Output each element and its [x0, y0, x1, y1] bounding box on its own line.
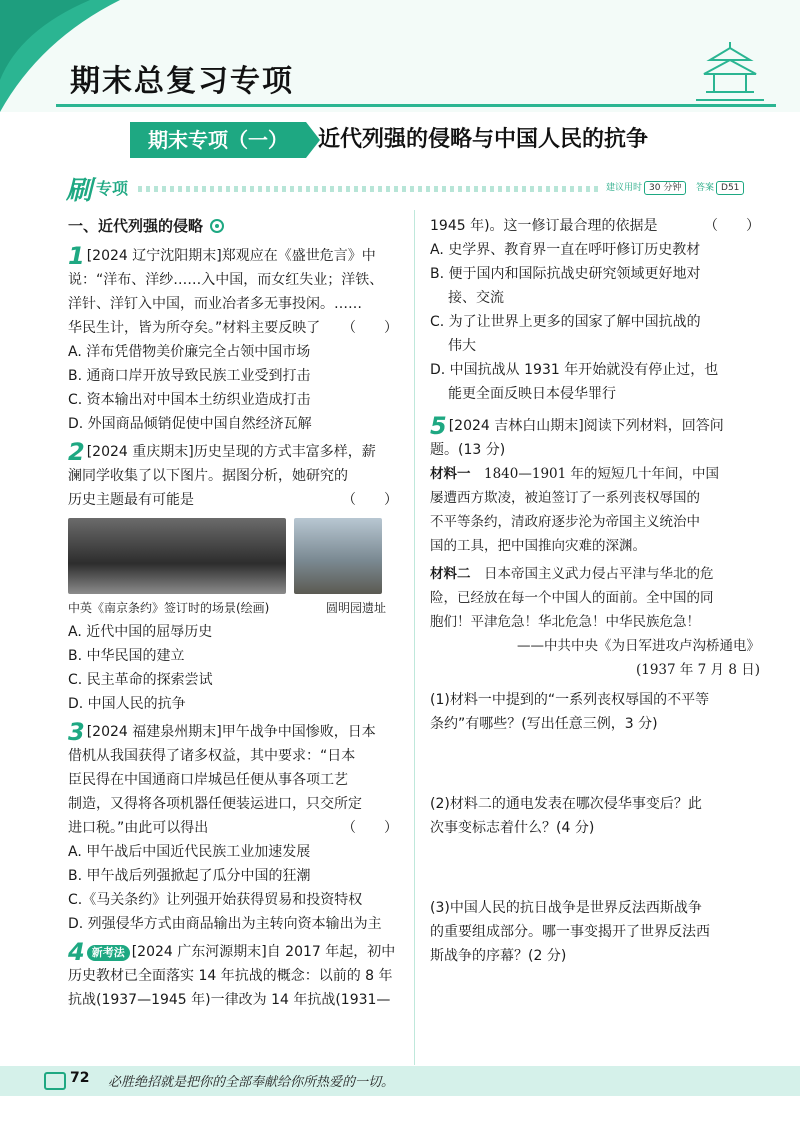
question-text: [2024 广东河源期末]自 2017 年起，初中 [131, 944, 396, 960]
time-info [606, 180, 686, 193]
material-two [430, 562, 760, 682]
option-c[interactable]: C. 民主革命的探索尝试 [68, 672, 213, 688]
material-text: 日本帝国主义武力侵占平津与华北的危 [470, 566, 714, 582]
option-c[interactable]: C. 资本输出对中国本土纺织业造成打击 [68, 392, 311, 408]
answer-label: 答案 [696, 183, 715, 193]
material-text: 不平等条约，清政府逐步沦为帝国主义统治中 [430, 514, 700, 530]
question-text: 借机从我国获得了诸多权益，其中要求：“日本 [68, 748, 356, 764]
question-number: 2 [68, 438, 85, 466]
section-label: 期末专项（一） [130, 122, 306, 158]
question-text: 臣民得在中国通商口岸城邑任便从事各项工艺 [68, 772, 348, 788]
answer-page: D51 [716, 181, 744, 195]
question-text: 华民生计，皆为所夺矣。”材料主要反映了 [68, 320, 321, 336]
answer-blank[interactable]: （ ） [342, 820, 398, 836]
question-text: [2024 辽宁沈阳期末]郑观应在《盛世危言》中 [86, 248, 376, 264]
option-a[interactable]: A. 甲午战后中国近代民族工业加速发展 [68, 844, 311, 860]
column-divider [414, 210, 415, 1065]
question-text: 说：“洋布、洋纱……入中国，而女红失业；洋铁、 [68, 272, 384, 288]
time-value: 30 分钟 [644, 181, 686, 195]
question-text: [2024 重庆期末]历史呈现的方式丰富多样，薪 [86, 444, 376, 460]
question-text: 题。(13 分) [430, 442, 506, 458]
option-a[interactable]: A. 史学界、教育界一直在呼吁修订历史教材 [430, 242, 701, 258]
section-heading [68, 214, 398, 238]
sub-question-text: 的重要组成部分。哪一事变揭开了世界反法西 [430, 924, 710, 940]
question-text: 抗战(1937—1945 年)一律改为 14 年抗战(1931— [68, 992, 391, 1008]
material-text: 国的工具，把中国推向灾难的深渊。 [430, 538, 646, 554]
option-d[interactable]: D. 中国人民的抗争 [68, 696, 186, 712]
answer-info [696, 180, 744, 193]
sub-question-3 [430, 896, 760, 968]
brush-logo: 刷 [66, 176, 93, 206]
section-heading-text: 一、近代列强的侵略 [68, 217, 204, 235]
option-c[interactable]: C. 为了让世界上更多的国家了解中国抗战的 [430, 314, 701, 330]
right-column [430, 214, 760, 968]
question-text: [2024 吉林白山期末]阅读下列材料，回答问 [448, 418, 724, 434]
brush-subtitle: 专项 [96, 179, 129, 198]
sub-question-text: 条约”有哪些？(写出任意三例，3 分) [430, 716, 658, 732]
option-b[interactable]: B. 中华民国的建立 [68, 648, 185, 664]
option-b[interactable]: B. 甲午战后列强掀起了瓜分中国的狂潮 [68, 868, 311, 884]
option-c-cont: 伟大 [448, 338, 476, 354]
question-text: 历史主题最有可能是 [68, 492, 194, 508]
question-text: 制造，又得将各项机器任便装运进口，只交所定 [68, 796, 362, 812]
material-one [430, 462, 760, 558]
question-3 [68, 720, 398, 936]
treaty-painting-image [68, 518, 286, 594]
sub-question-2 [430, 792, 760, 840]
option-b[interactable]: B. 便于国内和国际抗战史研究领域更好地对 [430, 266, 701, 282]
sub-question-text: (1)材料一中提到的“一系列丧权辱国的不平等 [430, 692, 710, 708]
image-caption: 中英《南京条约》签订时的场景(绘画) [68, 601, 270, 615]
material-label: 材料一 [430, 466, 471, 482]
question-text: 历史教材已全面落实 14 年抗战的概念：以前的 8 年 [68, 968, 393, 984]
question-4 [68, 940, 398, 1012]
section-title: 近代列强的侵略与中国人民的抗争 [318, 127, 649, 152]
caption-row [68, 596, 386, 620]
material-text: 屡遭西方欺凌，被迫签订了一系列丧权辱国的 [430, 490, 700, 506]
left-column [68, 214, 398, 1012]
material-text: 险，已经放在每一个中国人的面前。全中国的同 [430, 590, 714, 606]
answer-blank[interactable]: （ ） [342, 320, 398, 336]
sub-question-text: (2)材料二的通电发表在哪次侵华事变后？此 [430, 796, 702, 812]
question-2 [68, 440, 398, 716]
question-number: 1 [68, 242, 85, 270]
material-source: ——中共中央《为日军进攻卢沟桥通电》 [517, 638, 760, 654]
question-text: 1945 年)。这一修订最合理的依据是 [430, 218, 658, 234]
material-text: 1840—1901 年的短短几十年间，中国 [470, 466, 720, 482]
question-5 [430, 414, 760, 968]
question-4-continued [430, 214, 760, 406]
question-text: 澜同学收集了以下图片。据图分析，她研究的 [68, 468, 348, 484]
page-number: 72 [70, 1070, 90, 1086]
answer-blank[interactable]: （ ） [342, 492, 398, 508]
sub-question-text: 次事变标志着什么？(4 分) [430, 820, 595, 836]
material-date: (1937 年 7 月 8 日) [635, 662, 760, 678]
material-label: 材料二 [430, 566, 471, 582]
image-row [68, 518, 398, 594]
new-method-badge: 新考法 [87, 945, 130, 961]
option-d[interactable]: D. 中国抗战从 1931 年开始就没有停止过，也 [430, 362, 719, 378]
option-d[interactable]: D. 列强侵华方式由商品输出为主转向资本输出为主 [68, 916, 382, 932]
option-c[interactable]: C.《马关条约》让列强开始获得贸易和投资特权 [68, 892, 363, 908]
option-b[interactable]: B. 通商口岸开放导致民族工业受到打击 [68, 368, 311, 384]
option-a[interactable]: A. 近代中国的屈辱历史 [68, 624, 213, 640]
yuanmingyuan-ruins-image [294, 518, 382, 594]
question-text: 洋针、洋钉入中国，而业冶者多无事投闲。…… [68, 296, 362, 312]
material-text: 胞们！平津危急！华北危急！中华民族危急！ [430, 614, 700, 630]
footer-motto: 必胜绝招就是把你的全部奉献给你所热爱的一切。 [108, 1075, 395, 1090]
page-title: 期末总复习专项 [70, 64, 294, 99]
temple-icon [690, 40, 770, 104]
option-d-cont: 能更全面反映日本侵华罪行 [448, 386, 616, 402]
target-icon [209, 218, 225, 234]
time-label: 建议用时 [606, 183, 643, 193]
sub-question-1 [430, 688, 760, 736]
book-icon [44, 1072, 66, 1090]
question-text: 进口税。”由此可以得出 [68, 820, 209, 836]
question-text: [2024 福建泉州期末]甲午战争中国惨败，日本 [86, 724, 376, 740]
question-1 [68, 244, 398, 436]
option-a[interactable]: A. 洋布凭借物美价廉完全占领中国市场 [68, 344, 311, 360]
title-underline [56, 104, 776, 107]
question-number: 3 [68, 718, 85, 746]
question-number: 5 [430, 412, 447, 440]
option-d[interactable]: D. 外国商品倾销促使中国自然经济瓦解 [68, 416, 312, 432]
question-number: 4 [68, 938, 85, 966]
image-caption: 圆明园遗址 [325, 601, 386, 615]
option-b-cont: 接、交流 [448, 290, 504, 306]
sub-question-text: (3)中国人民的抗日战争是世界反法西斯战争 [430, 900, 702, 916]
answer-blank[interactable]: （ ） [704, 218, 760, 234]
dotted-rule [138, 186, 598, 192]
sub-question-text: 斯战争的序幕？(2 分) [430, 948, 567, 964]
